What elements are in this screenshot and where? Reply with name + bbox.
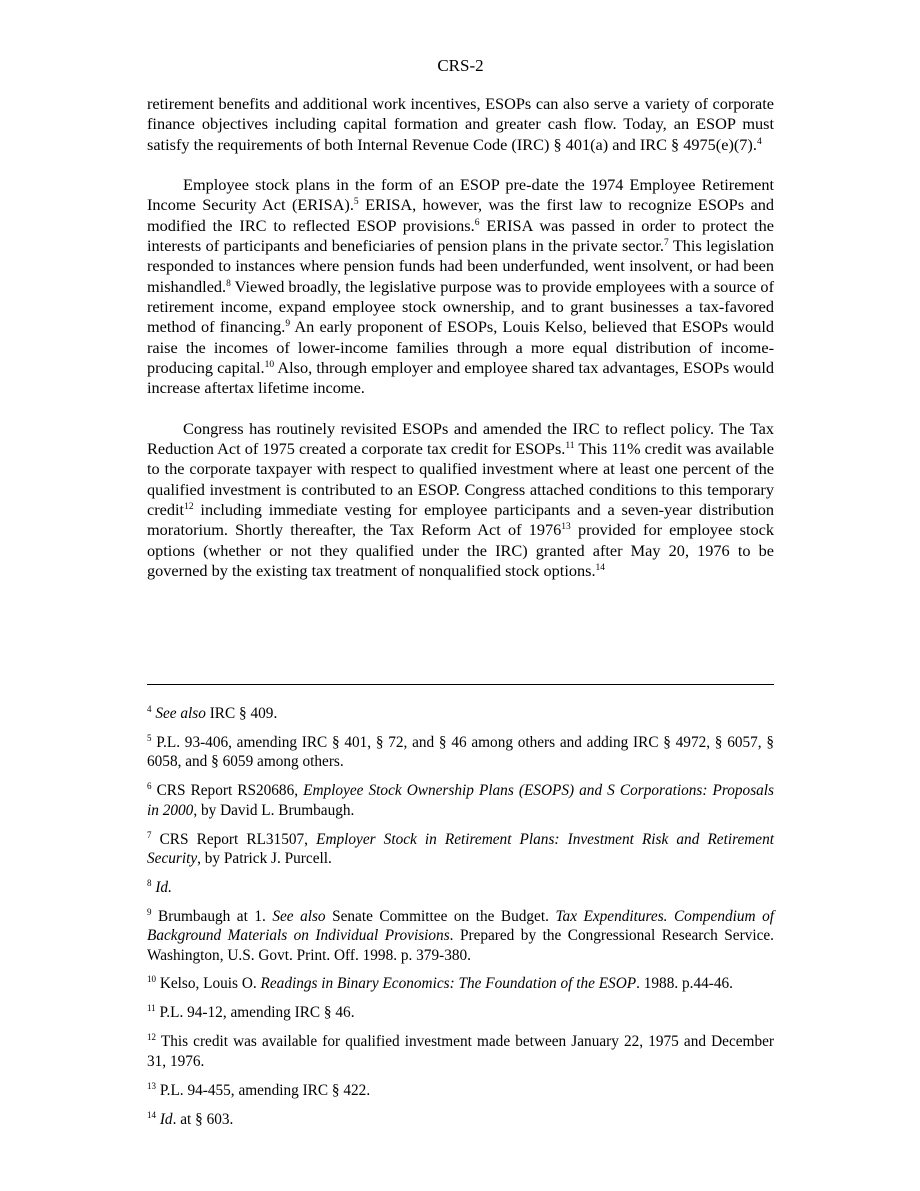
footnote-text: CRS Report RS20686, [156, 782, 304, 800]
paragraph-text: This 11% credit was available to the corporate taxpayer with respect to qualified investment where at least one percent of the qualified investment is contributed to an ESOP. Congress attached conditions to this temporary credit [147, 439, 774, 519]
paragraph-text: Viewed broadly, the legislative purpose was to provide employees with a source of retirement income, expand employee stock ownership, and to grant businesses a tax-favored method of financing. [147, 276, 774, 337]
footnote-number: 11 [147, 1003, 156, 1014]
footnote-text: , by David L. Brumbaugh. [193, 801, 355, 819]
footnote-number: 13 [147, 1080, 156, 1091]
footnote-ref[interactable]: 6 [474, 217, 480, 228]
footnote-number: 12 [147, 1032, 156, 1043]
footnote-divider [147, 684, 774, 685]
footnote-text: IRC § 409. [205, 705, 278, 722]
footnote-number: 6 [147, 781, 152, 792]
paragraph-text: An early proponent of ESOPs, Louis Kelso, believed that ESOPs would raise the incomes of lower-income families through a more equal distribution of income-producing capital. [147, 317, 774, 377]
footnote-text: CRS Report RL31507, [159, 830, 317, 848]
footnote-7 [147, 830, 774, 869]
paragraph-text: including immediate vesting for employee participants and a seven-year distribution moratorium. Shortly thereafter, the Tax Reform Act of 1976 [147, 499, 774, 540]
footnote-9 [147, 907, 774, 965]
footnote-text: P.L. 94-12, amending IRC § 46. [159, 1004, 355, 1022]
paragraph-text: Also, through employer and employee shared tax advantages, ESOPs would increase aftertax lifetime income. [147, 357, 774, 398]
footnote-text: . Prepared by the Congressional Research Service. Washington, U.S. Govt. Print. Off. 1998. p. 379-380. [147, 927, 774, 964]
footnote-italic: Id [159, 1110, 173, 1128]
footnote-ref[interactable]: 7 [664, 238, 669, 249]
footnotes [147, 704, 774, 1138]
footnote-number: 8 [147, 877, 152, 888]
footnote-ref[interactable]: 11 [565, 441, 575, 452]
paragraph-text: ERISA was passed in order to protect the interests of participants and beneficiaries of pension plans in the private sector. [147, 215, 775, 256]
footnote-ref[interactable]: 12 [184, 501, 194, 512]
footnote-ref[interactable]: 4 [756, 136, 762, 147]
footnote-italic: Tax Expenditures. Compendium of Background Materials on Individual Provisions [147, 907, 774, 945]
paragraph-text: ERISA, however, was the first law to recognize ESOPs and modified the IRC to reflected ESOP provisions. [147, 195, 774, 235]
footnote-text: . 1988. p.44-46. [636, 975, 733, 993]
paragraph-text: This legislation responded to instances where pension funds had been underfunded, went insolvent, or had been mishandled. [147, 236, 774, 296]
footnote-italic: Readings in Binary Economics: The Foundation of the ESOP [260, 975, 637, 993]
footnote-number: 7 [147, 829, 152, 840]
footnote-text: Kelso, Louis O. [159, 975, 261, 993]
footnote-ref[interactable]: 10 [264, 359, 275, 370]
paragraph-2 [147, 175, 774, 398]
footnote-13 [147, 1081, 774, 1100]
footnote-11 [147, 1003, 774, 1022]
paragraph-3 [147, 419, 774, 581]
footnote-text: P.L. 94-455, amending IRC § 422. [159, 1081, 371, 1099]
footnote-number: 14 [147, 1109, 156, 1120]
footnote-italic: Employee Stock Ownership Plans (ESOPS) and S Corporations: Proposals in 2000 [147, 782, 774, 819]
footnote-number: 10 [147, 974, 156, 985]
page-header: CRS-2 [437, 56, 484, 75]
footnote-ref[interactable]: 8 [226, 278, 231, 289]
footnote-text: , by Patrick J. Purcell. [197, 849, 332, 867]
footnote-8 [147, 878, 774, 897]
footnote-text: . at § 603. [172, 1110, 234, 1128]
footnote-italic: Employer Stock in Retirement Plans: Investment Risk and Retirement Security [147, 830, 774, 867]
footnote-text: P.L. 93-406, amending IRC § 401, § 72, and § 46 among others and adding IRC § 4972, § 6057, § 6058, and § 6059 among others. [147, 733, 774, 771]
footnote-10 [147, 974, 774, 993]
footnote-italic: See also [155, 705, 206, 722]
paragraph-text: Congress has routinely revisited ESOPs and amended the IRC to reflect policy. The Tax Reduction Act of 1975 created a corporate tax credit for ESOPs. [147, 418, 774, 459]
footnote-4 [147, 704, 774, 723]
footnote-text: Brumbaugh at 1. [158, 907, 273, 925]
footnote-ref[interactable]: 5 [353, 197, 359, 208]
footnote-number: 4 [147, 704, 152, 714]
footnote-14 [147, 1110, 774, 1129]
paragraph-1 [147, 94, 774, 155]
body-text [147, 94, 774, 601]
footnote-italic: See also [272, 907, 326, 925]
footnote-ref[interactable]: 9 [285, 319, 291, 330]
footnote-number: 9 [147, 906, 152, 917]
footnote-6 [147, 781, 774, 820]
paragraph-text: retirement benefits and additional work incentives, ESOPs can also serve a variety of corporate finance objectives including capital formation and greater cash flow. Today, an ESOP must satisfy the requirements of both Internal Revenue Code (IRC) § 401(a) and IRC § 4975(e)(7). [147, 94, 774, 154]
footnote-12 [147, 1032, 774, 1071]
footnote-italic: Id. [155, 878, 172, 896]
footnote-5 [147, 733, 774, 772]
footnote-number: 5 [147, 732, 152, 743]
paragraph-text: Employee stock plans in the form of an ESOP pre-date the 1974 Employee Retirement Income Security Act (ERISA). [147, 175, 774, 215]
footnote-text: Senate Committee on the Budget. [325, 907, 556, 925]
footnote-text: This credit was available for qualified investment made between January 22, 1975 and December 31, 1976. [147, 1033, 774, 1070]
paragraph-text: provided for employee stock options (whether or not they qualified under the IRC) granted after May 20, 1976 to be governed by the existing tax treatment of nonqualified stock options. [147, 520, 775, 580]
footnote-ref[interactable]: 14 [595, 562, 606, 573]
footnote-ref[interactable]: 13 [561, 522, 571, 533]
